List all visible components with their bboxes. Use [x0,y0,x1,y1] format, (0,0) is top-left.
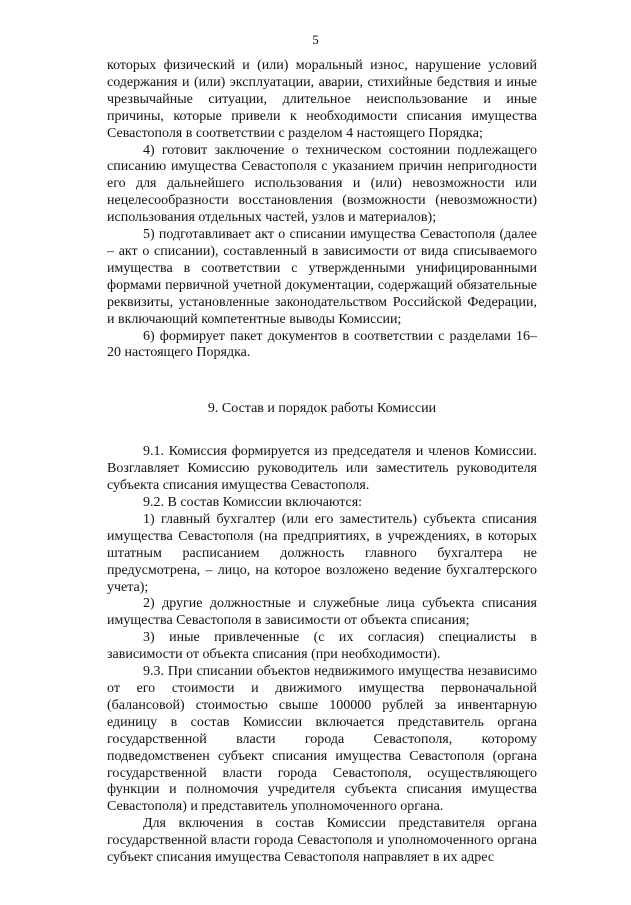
list-item-3: 3) иные привлеченные (с их согласия) специалисты в зависимости от объекта списания (при необходимости). [107,630,537,663]
section-heading: 9. Состав и порядок работы Комиссии [207,401,437,417]
list-item-5: 5) подготавливает акт о списании имущества Севастополя (далее – акт о списании), составленный в зависимости от вида списываемого имущества в соответствии с утвержденными унифицированными формами первичной учетной документации, содержащий обязательные реквизиты, установленные законодательством Российской Федерации, и включающий компетентные выводы Комиссии; [107,227,537,327]
list-item-2: 2) другие должностные и служебные лица субъекта списания имущества Севастополя в зависимости от объекта списания; [107,596,537,629]
paragraph-inclusion: Для включения в состав Комиссии представителя органа государственной власти города Севастополя и уполномоченного органа субъект списания имущества Севастополя направляет в их адрес [107,816,537,866]
paragraph-9-1: 9.1. Комиссия формируется из председателя и членов Комиссии. Возглавляет Комиссию руководитель или заместитель руководителя субъекта списания имущества Севастополя. [107,444,537,494]
list-item-1: 1) главный бухгалтер (или его заместитель) субъекта списания имущества Севастополя (на предприятиях, в учреждениях, в которых штатным расписанием должность главного бухгалтера не предусмотрена, – лицо, на которое возложено ведение бухгалтерского учета); [107,511,537,595]
page-number: 5 [312,32,319,47]
list-item-6: 6) формирует пакет документов в соответствии с разделами 16–20 настоящего Порядка. [107,328,537,361]
paragraph-9-3: 9.3. При списании объектов недвижимого имущества независимо от его стоимости и движимого имущества первоначальной (балансовой) стоимостью свыше 100000 рублей за инвентарную единицу в состав Комиссии включается представитель органа государственной власти города Севастополя, которому подведомственен субъект списания имущества Севастополя (органа государственной власти города Севастополя, осуществляющего функции и полномочия учредителя субъекта списания имущества Севастополя) и представитель уполномоченного органа. [107,664,537,815]
paragraph-9-2: 9.2. В состав Комиссии включаются: [143,495,363,511]
document-body [107,58,537,867]
list-item-4: 4) готовит заключение о техническом состоянии подлежащего списанию имущества Севастополя с указанием причин непригодности его для дальнейшего использования и (или) невозможности или нецелесообразности восстановления (возможности (невозможности) использования отдельных частей, узлов и материалов); [107,142,537,226]
paragraph-continuation: которых физический и (или) моральный износ, нарушение условий содержания и (или) эксплуатации, аварии, стихийные бедствия и иные чрезвычайные ситуации, длительное неиспользование и иные причины, которые привели к необходимости списания имущества Севастополя в соответствии с разделом 4 настоящего Порядка; [107,58,537,141]
